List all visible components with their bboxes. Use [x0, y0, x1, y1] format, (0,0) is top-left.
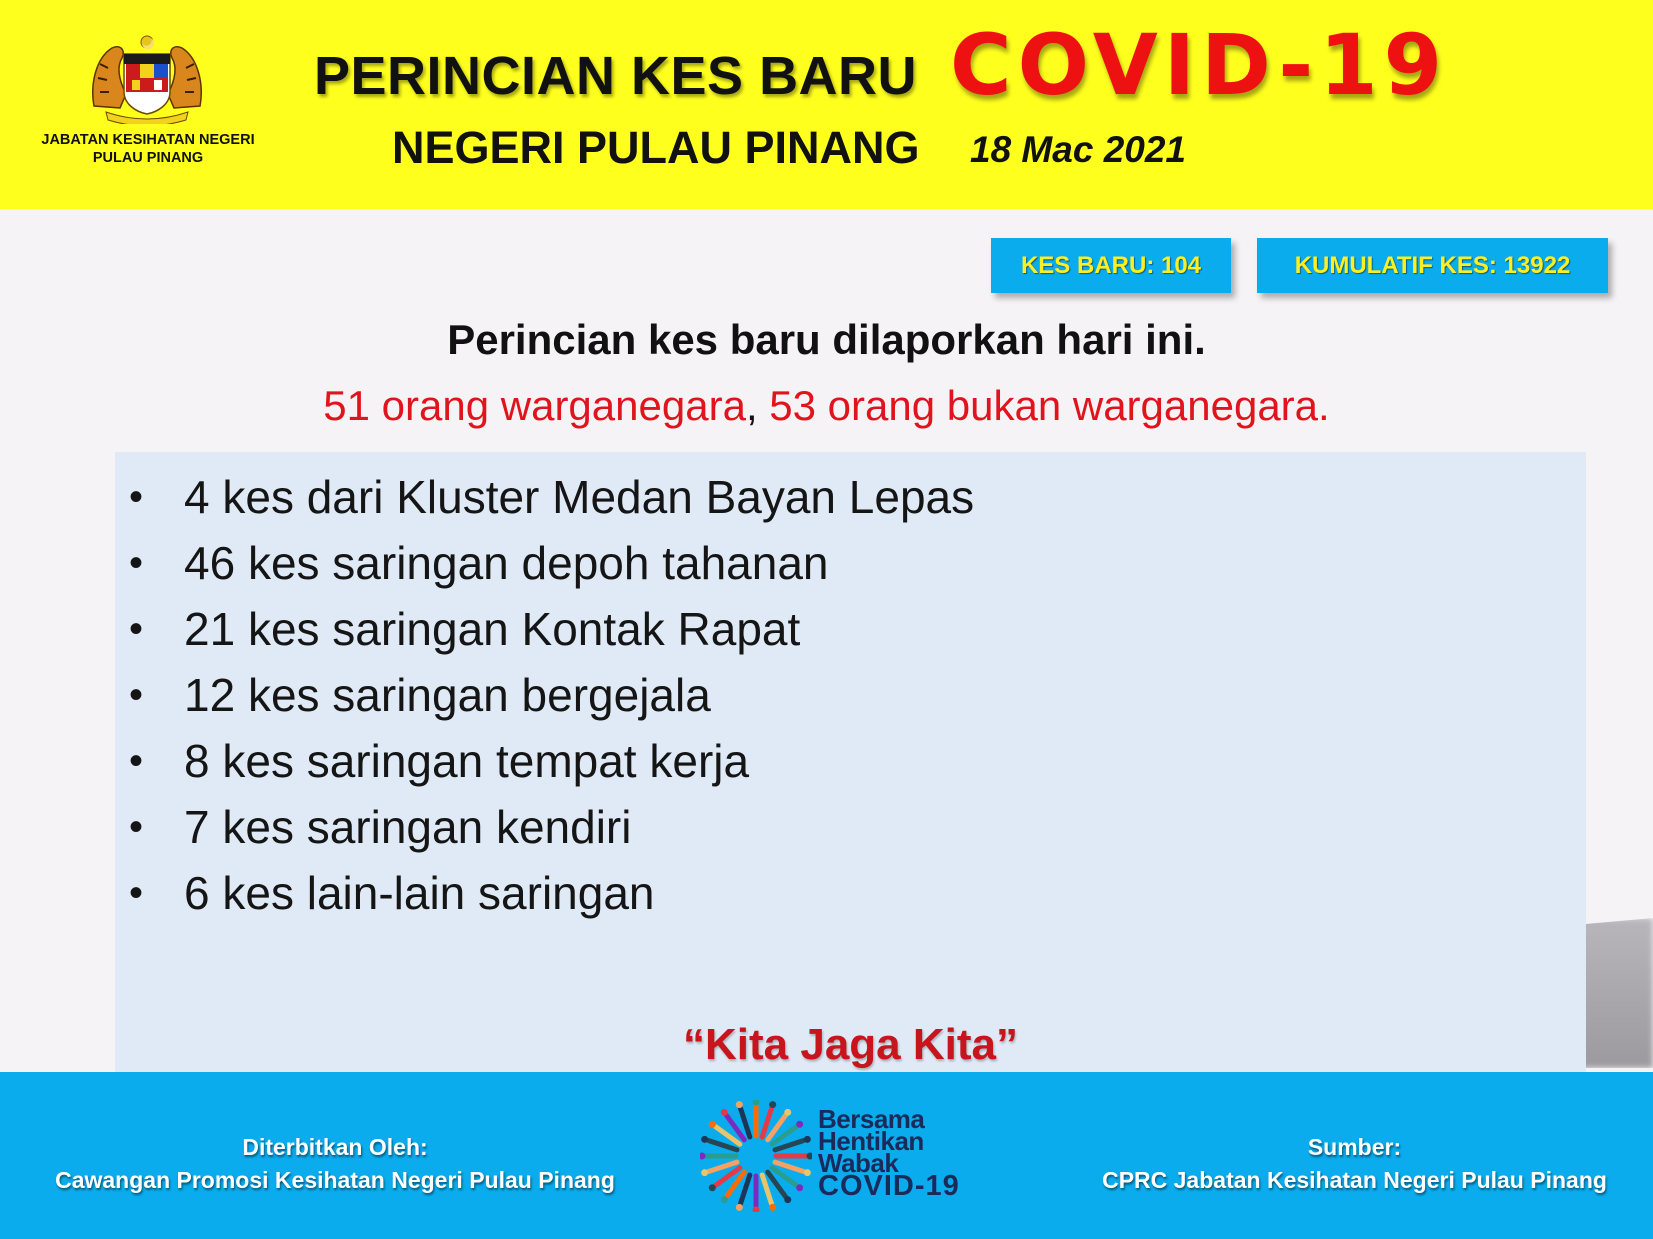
bullet-icon: • [129, 871, 144, 915]
campaign-burst-icon [700, 1100, 812, 1212]
header-banner [0, 0, 1653, 209]
case-item-text: 21 kes saringan Kontak Rapat [184, 603, 801, 655]
list-item [115, 662, 1586, 728]
page-title: PERINCIAN KES BARU [314, 46, 918, 106]
non-citizen-count: 53 orang bukan warganegara [769, 382, 1319, 429]
list-item [115, 728, 1586, 794]
campaign-logo-text [818, 1104, 960, 1202]
case-item-text: 8 kes saringan tempat kerja [184, 735, 750, 787]
bullet-icon: • [129, 739, 144, 783]
coat-of-arms-icon [86, 34, 208, 124]
bullet-icon: • [129, 475, 144, 519]
citizen-count: 51 orang warganegara [323, 382, 746, 429]
summary-separator: , [745, 382, 758, 429]
campaign-line-4: COVID-19 [818, 1170, 960, 1202]
summary-counts [0, 382, 1653, 430]
new-cases-badge: KES BARU: 104 [991, 238, 1231, 293]
motto: “Kita Jaga Kita” [683, 1020, 1018, 1069]
case-breakdown-panel [115, 452, 1586, 1072]
summary-title: Perincian kes baru dilaporkan hari ini. [447, 316, 1206, 363]
source-label: Sumber: [1307, 1134, 1402, 1160]
agency-line-2: PULAU PINANG [92, 150, 204, 166]
list-item [115, 794, 1586, 860]
list-item [115, 464, 1586, 530]
summary-end: . [1318, 382, 1330, 429]
bullet-icon: • [129, 673, 144, 717]
case-item-text: 6 kes lain-lain saringan [184, 867, 655, 919]
footer [0, 1072, 1653, 1239]
publisher-label: Diterbitkan Oleh: [242, 1134, 428, 1160]
bullet-icon: • [129, 805, 144, 849]
list-item [115, 860, 1586, 926]
agency-line-1: JABATAN KESIHATAN NEGERI [41, 132, 255, 148]
campaign-line-2: Hentikan [818, 1126, 924, 1156]
list-item [115, 596, 1586, 662]
publisher-name: Cawangan Promosi Kesihatan Negeri Pulau Pinang [55, 1167, 615, 1193]
source-name: CPRC Jabatan Kesihatan Negeri Pulau Pinang [1102, 1167, 1607, 1193]
list-item [115, 530, 1586, 596]
case-list [115, 464, 1586, 926]
case-item-text: 4 kes dari Kluster Medan Bayan Lepas [184, 471, 975, 523]
bullet-icon: • [129, 541, 144, 585]
campaign-line-3: Wabak [818, 1148, 899, 1178]
case-item-text: 12 kes saringan bergejala [184, 669, 711, 721]
campaign-line-1: Bersama [818, 1104, 925, 1134]
agency-name [18, 131, 278, 167]
bullet-icon: • [129, 607, 144, 651]
report-date: 18 Mac 2021 [970, 129, 1187, 170]
covid-title: COVID-19 [950, 16, 1449, 114]
cumulative-cases-badge: KUMULATIF KES: 13922 [1257, 238, 1608, 293]
case-item-text: 7 kes saringan kendiri [184, 801, 632, 853]
state-title: NEGERI PULAU PINANG [392, 122, 920, 173]
case-item-text: 46 kes saringan depoh tahanan [184, 537, 829, 589]
